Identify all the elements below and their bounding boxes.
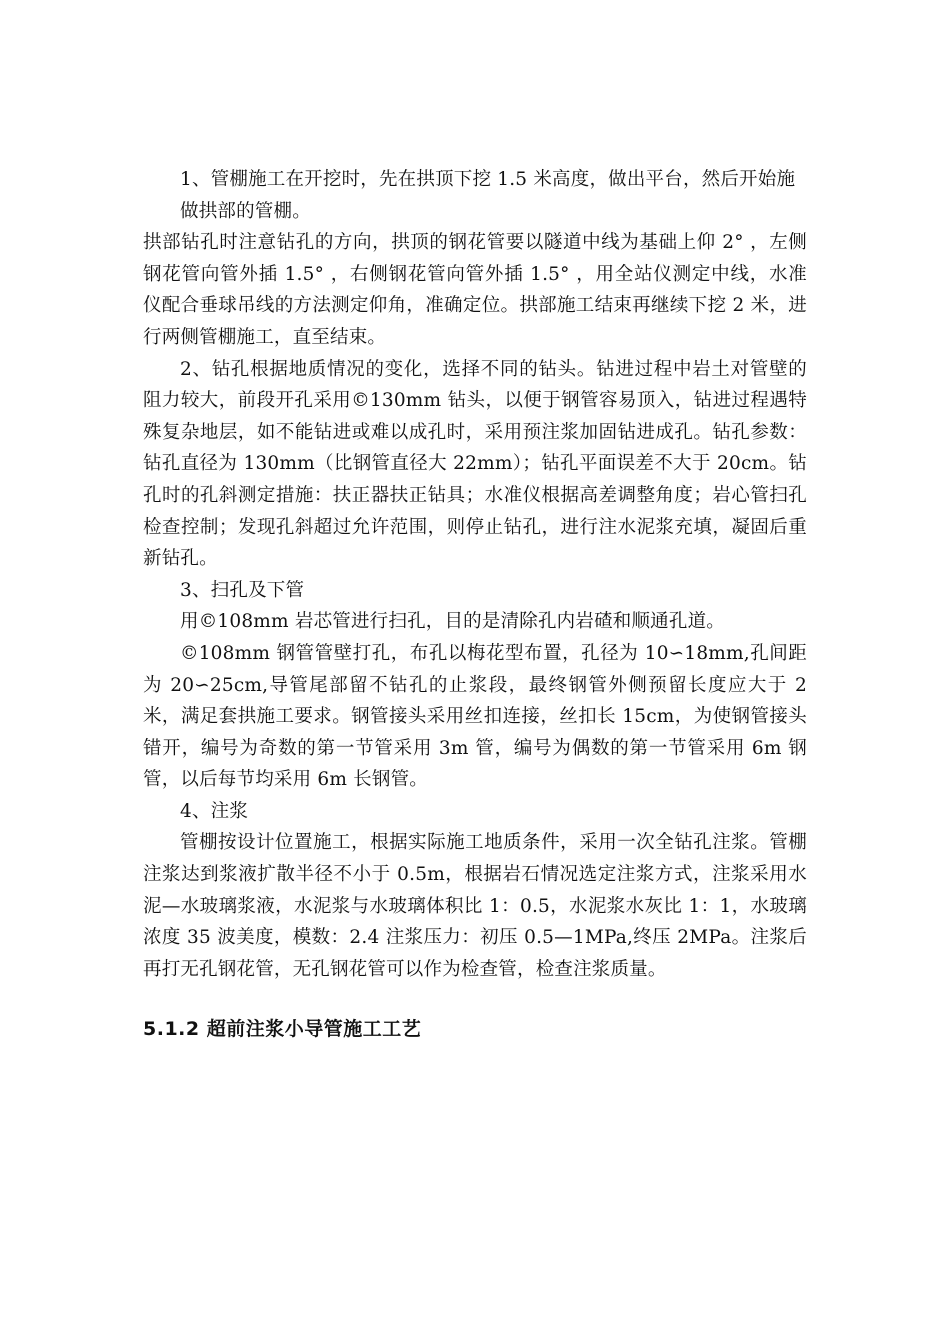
paragraph-step-1: 1、管棚施工在开挖时，先在拱顶下挖 1.5 米高度，做出平台，然后开始施 bbox=[180, 169, 796, 190]
subheading-step-4: 4、注浆 bbox=[180, 800, 249, 822]
document-body bbox=[143, 164, 807, 985]
subheading-step-3: 3、扫孔及下管 bbox=[180, 579, 305, 601]
paragraph-steel-pipe: ©108mm 钢管管壁打孔，布孔以梅花型布置，孔径为 10∽18mm,孔间距为 20∽25cm,导管尾部留不钻孔的止浆段，最终钢管外侧预留长度应大于 2 米，满足套拱施工要求。钢管接头采用丝扣连接，丝扣长 15cm，为使钢管接头错开，编号为奇数的第一节管采用 3m 管，编号为偶数的第一节管采用 6m 钢管，以后每节均采用 6m 长钢管。 bbox=[143, 642, 807, 791]
paragraph-hole-sweeping: 用©108mm 岩芯管进行扫孔，目的是清除孔内岩碴和顺通孔道。 bbox=[180, 611, 725, 633]
paragraph-arch-drilling: 拱部钻孔时注意钻孔的方向，拱顶的钢花管要以隧道中线为基础上仰 2° ，左侧钢花管向管外插 1.5° ，右侧钢花管向管外插 1.5° ，用全站仪测定中线，水准仪配合垂球吊线的方法测定仰角，准确定位。拱部施工结束再继续下挖 2 米，进行两侧管棚施工，直至结束。 bbox=[143, 232, 807, 348]
paragraph-grouting: 管棚按设计位置施工，根据实际施工地质条件，采用一次全钻孔注浆。管棚注浆达到浆液扩散半径不小于 0.5m，根据岩石情况选定注浆方式，注浆采用水泥—水玻璃浆液，水泥浆与水玻璃体积比 1：0.5，水泥浆水灰比 1：1，水玻璃浓度 35 波美度，模数：2.4 注浆压力：初压 0.5—1MPa,终压 2MPa。注浆后再打无孔钢花管，无孔钢花管可以作为检查管，检查注浆质量。 bbox=[143, 832, 807, 980]
paragraph-step-1-continuation: 做拱部的管棚。 bbox=[180, 200, 311, 222]
section-heading: 5.1.2 超前注浆小导管施工工艺 bbox=[143, 1018, 422, 1040]
paragraph-step-2-drilling: 2、钻孔根据地质情况的变化，选择不同的钻头。钻进过程中岩土对管壁的阻力较大，前段开孔采用©130mm 钻头，以便于钢管容易顶入，钻进过程遇特殊复杂地层，如不能钻进或难以成孔时，采用预注浆加固钻进成孔。钻孔参数：钻孔直径为 130mm（比钢管直径大 22mm）；钻孔平面误差不大于 20cm。钻孔时的孔斜测定措施：扶正器扶正钻具；水准仪根据高差调整角度；岩心管扫孔检查控制；发现孔斜超过允许范围，则停止钻孔，进行注水泥浆充填，凝固后重新钻孔。 bbox=[143, 358, 807, 570]
